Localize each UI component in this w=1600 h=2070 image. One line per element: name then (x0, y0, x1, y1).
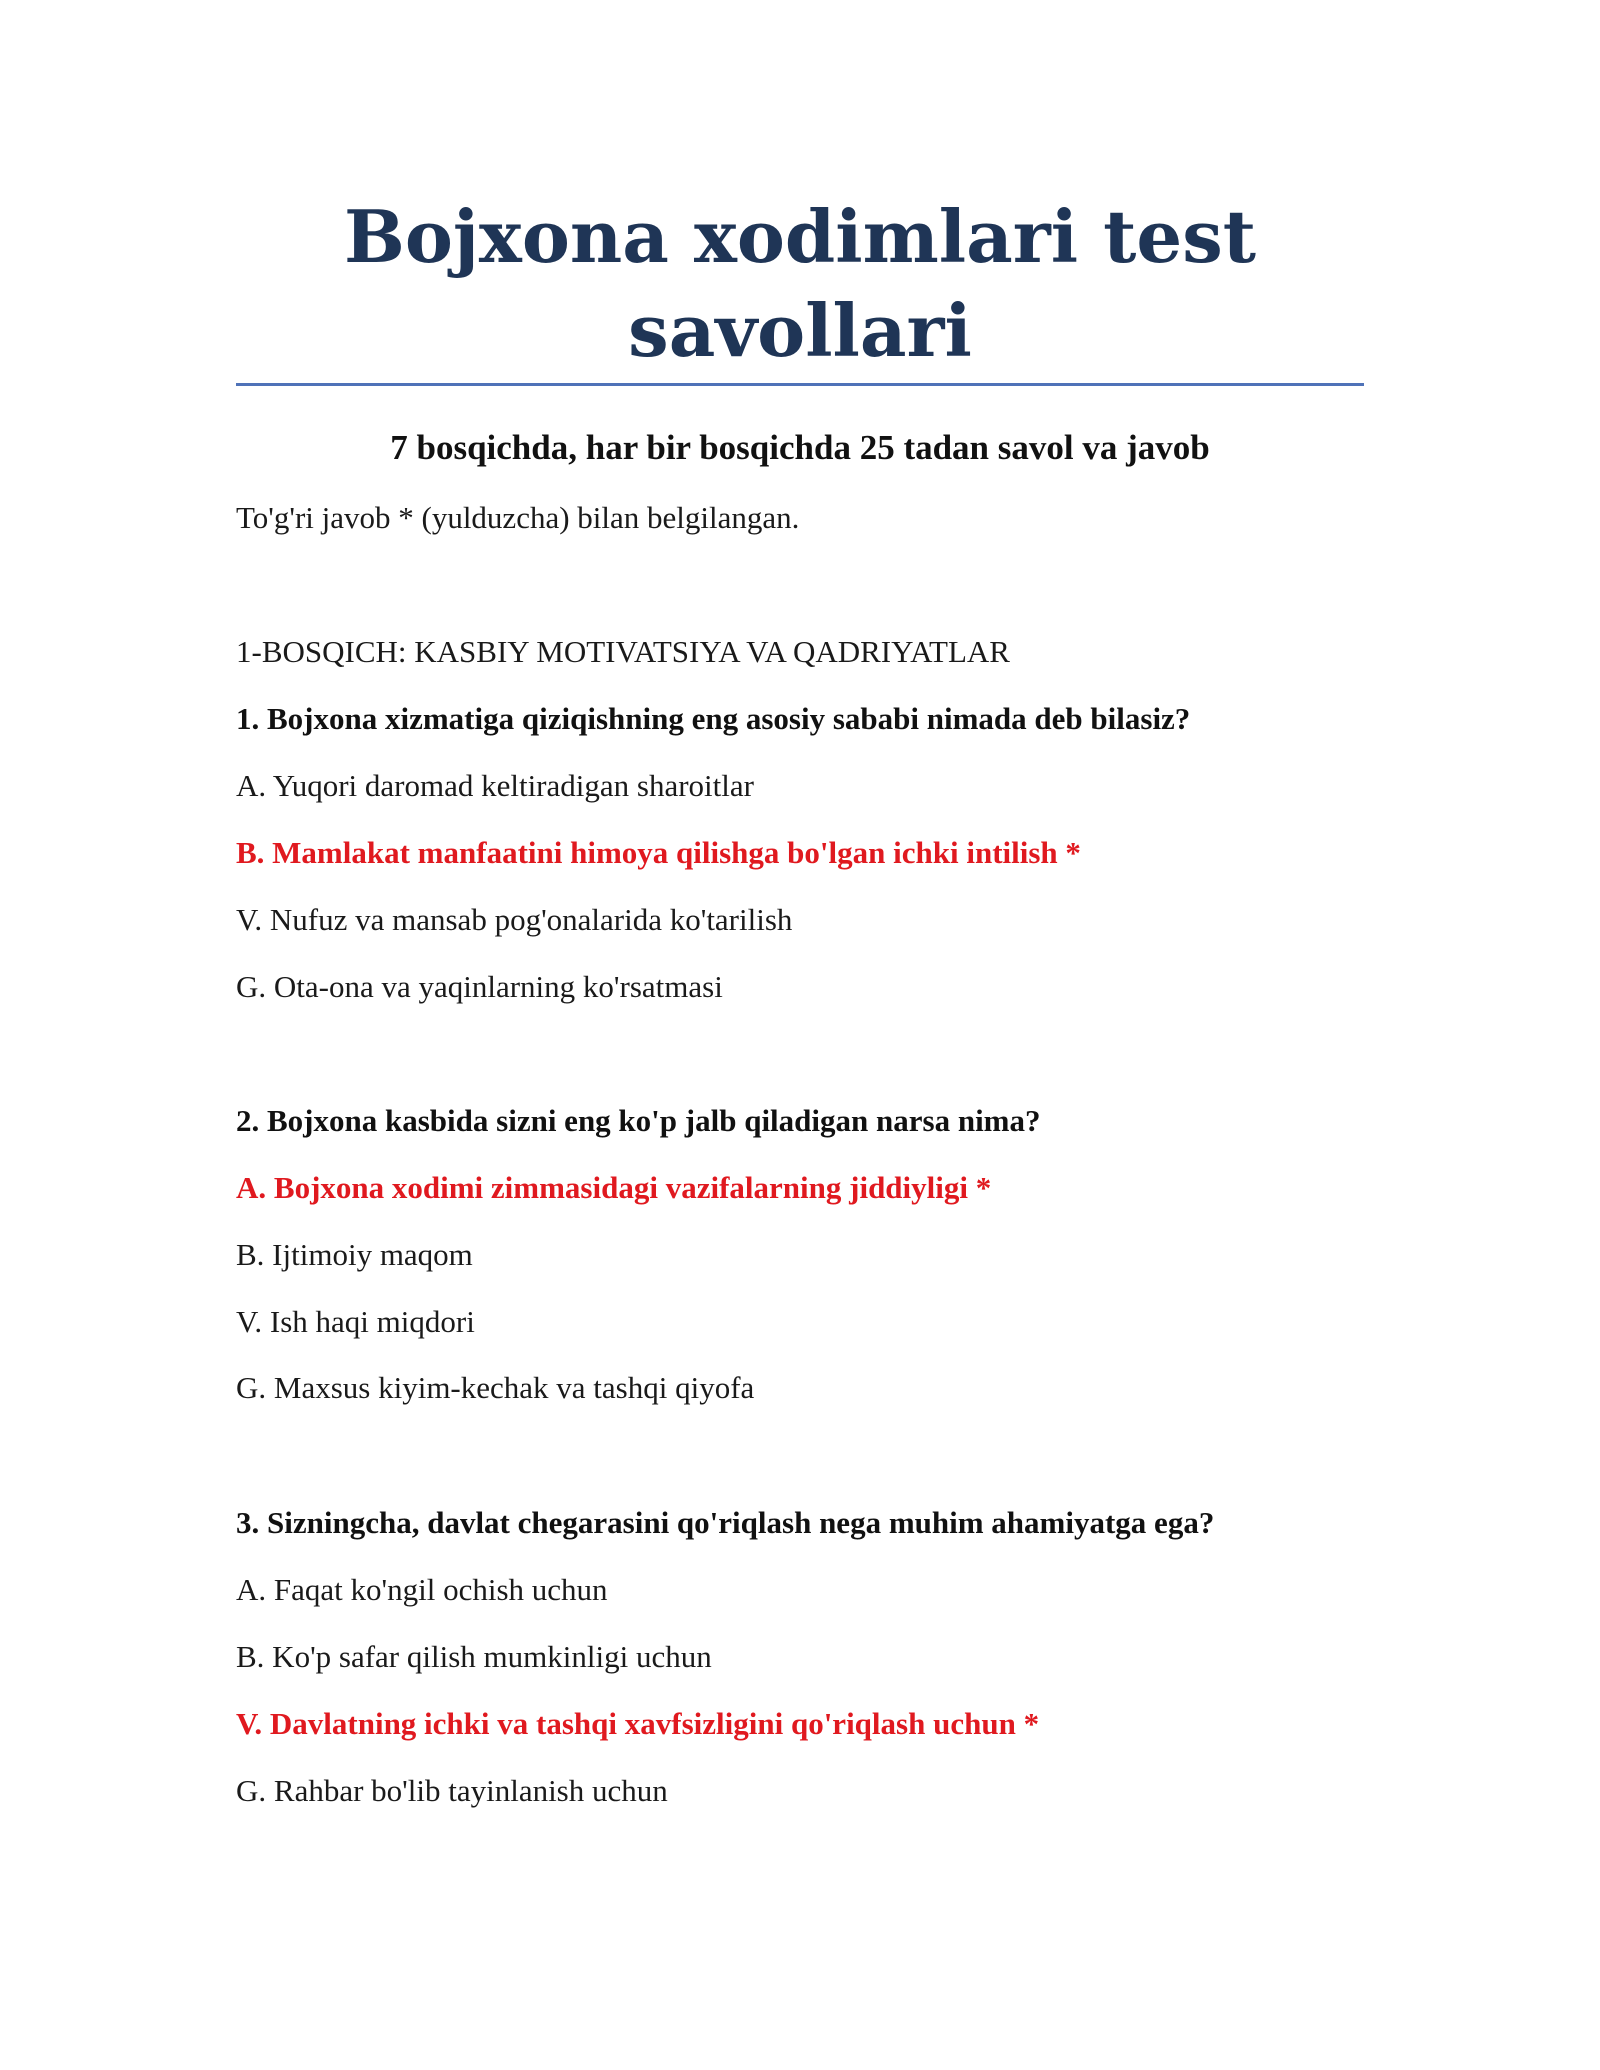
title-divider (236, 383, 1364, 386)
question-2: 2. Bojxona kasbida sizni eng ko'p jalb qiladigan narsa nima? (236, 1103, 1041, 1138)
question-3-option-v-correct: V. Davlatning ichki va tashqi xavfsizligini qo'riqlash uchun * (236, 1706, 1040, 1741)
question-2-option-g: G. Maxsus kiyim-kechak va tashqi qiyofa (236, 1370, 755, 1405)
question-3-option-g: G. Rahbar bo'lib tayinlanish uchun (236, 1773, 668, 1808)
question-3: 3. Sizningcha, davlat chegarasini qo'riqlash nega muhim ahamiyatga ega? (236, 1505, 1215, 1540)
section-heading: 1-BOSQICH: KASBIY MOTIVATSIYA VA QADRIYATLAR (236, 634, 1010, 669)
question-1-option-b-correct: B. Mamlakat manfaatini himoya qilishga bo'lgan ichki intilish * (236, 835, 1081, 870)
question-2-option-v: V. Ish haqi miqdori (236, 1304, 475, 1339)
question-1-option-g: G. Ota-ona va yaqinlarning ko'rsatmasi (236, 969, 723, 1004)
question-1: 1. Bojxona xizmatiga qiziqishning eng asosiy sababi nimada deb bilasiz? (236, 701, 1191, 736)
document-title: Bojxona xodimlari test savollari (344, 194, 1256, 373)
question-2-option-a-correct: A. Bojxona xodimi zimmasidagi vazifalarning jiddiyligi * (236, 1170, 992, 1205)
question-1-option-a: A. Yuqori daromad keltiradigan sharoitlar (236, 768, 754, 803)
answer-key-note: To'g'ri javob * (yulduzcha) bilan belgilangan. (236, 500, 800, 535)
question-1-option-v: V. Nufuz va mansab pog'onalarida ko'tarilish (236, 902, 793, 937)
question-3-option-a: A. Faqat ko'ngil ochish uchun (236, 1572, 608, 1607)
question-3-option-b: B. Ko'p safar qilish mumkinligi uchun (236, 1639, 712, 1674)
document-subtitle: 7 bosqichda, har bir bosqichda 25 tadan savol va javob (390, 428, 1210, 467)
question-2-option-b: B. Ijtimoiy maqom (236, 1237, 473, 1272)
